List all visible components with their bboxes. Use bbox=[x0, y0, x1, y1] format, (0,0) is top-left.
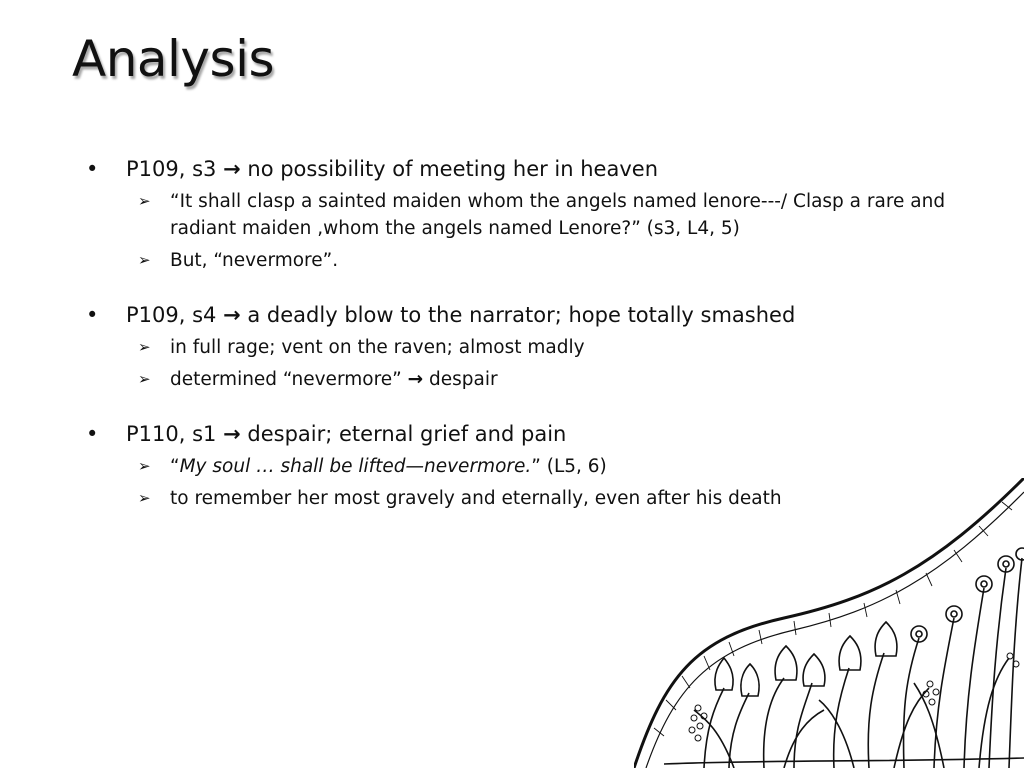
sub-bullet-text: despair bbox=[429, 369, 498, 390]
sub-bullet-text: determined “nevermore” bbox=[170, 369, 402, 390]
sub-bullet-item bbox=[86, 334, 966, 361]
sub-bullet-arrow-icon: ➢ bbox=[138, 192, 151, 210]
sub-bullet-item bbox=[86, 188, 966, 242]
sub-bullet-text: in full rage; vent on the raven; almost madly bbox=[170, 337, 585, 358]
bullet-dot: • bbox=[86, 157, 99, 181]
flower-garden-illustration-icon bbox=[634, 478, 1024, 768]
quote-open: “ bbox=[170, 456, 180, 477]
bullet-item bbox=[86, 154, 966, 184]
bullet-dot: • bbox=[86, 422, 99, 446]
bullet-text: no possibility of meeting her in heaven bbox=[247, 157, 658, 181]
bullet-text: a deadly blow to the narrator; hope totally smashed bbox=[247, 303, 796, 327]
bullet-item bbox=[86, 419, 966, 449]
bullet-text: despair; eternal grief and pain bbox=[247, 422, 567, 446]
sub-bullet-text: But, “nevermore”. bbox=[170, 250, 339, 271]
quote-italic: My soul … shall be lifted—nevermore. bbox=[179, 456, 532, 477]
bullet-dot: • bbox=[86, 303, 99, 327]
quote-close: ” (L5, 6) bbox=[531, 456, 607, 477]
sub-bullet-arrow-icon: ➢ bbox=[138, 370, 151, 388]
sub-bullet-item bbox=[86, 366, 966, 393]
sub-bullet-item bbox=[86, 453, 966, 480]
sub-bullet-arrow-icon: ➢ bbox=[138, 338, 151, 356]
arrow-icon: → bbox=[223, 157, 241, 181]
section-p109-s3 bbox=[86, 154, 966, 274]
sub-bullet-text: “It shall clasp a sainted maiden whom the angels named lenore---/ Clasp a rare and radiant maiden ,whom the angels named Lenore?” (s3, L4, 5) bbox=[170, 191, 946, 239]
bullet-head: P110, s1 bbox=[126, 422, 217, 446]
section-p109-s4 bbox=[86, 300, 966, 393]
bullet-item bbox=[86, 300, 966, 330]
bullet-head: P109, s4 bbox=[126, 303, 217, 327]
arrow-icon: → bbox=[223, 303, 241, 327]
arrow-icon: → bbox=[223, 422, 241, 446]
sub-bullet-text: to remember her most gravely and eternally, even after his death bbox=[170, 488, 782, 509]
sub-bullet-arrow-icon: ➢ bbox=[138, 457, 151, 475]
slide-title: Analysis bbox=[72, 30, 275, 88]
sub-bullet-item bbox=[86, 247, 966, 274]
sub-bullet-arrow-icon: ➢ bbox=[138, 251, 151, 269]
sub-bullet-arrow-icon: ➢ bbox=[138, 489, 151, 507]
bullet-head: P109, s3 bbox=[126, 157, 217, 181]
arrow-icon: → bbox=[407, 369, 424, 390]
